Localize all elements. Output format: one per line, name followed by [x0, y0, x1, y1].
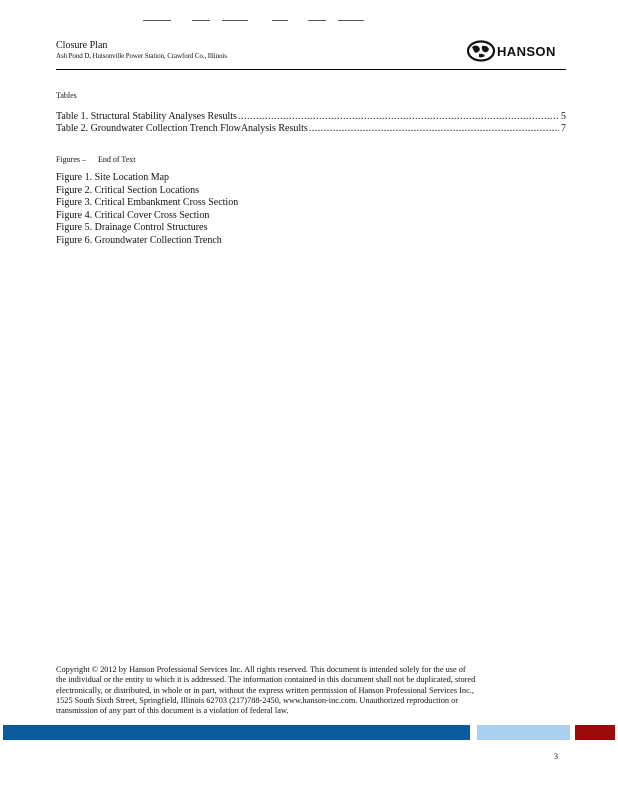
globe-logo-icon: [466, 40, 496, 62]
copyright-line: transmission of any part of this document is a violation of federal law.: [56, 706, 289, 716]
logo-text: HANSON: [497, 43, 556, 59]
copyright-line: Copyright © 2012 by Hanson Professional Services Inc. All rights reserved. This document is intended solely for the use of: [56, 665, 466, 674]
figure-list-item[interactable]: Figure 3. Critical Embankment Cross Section: [56, 197, 239, 209]
document-subtitle: Ash Pond D, Hutsonville Power Station, Crawford Co., Illinois: [56, 52, 227, 60]
page-number: 3: [554, 752, 558, 761]
top-rule-marks: [0, 20, 618, 28]
figure-list-item[interactable]: Figure 5. Drainage Control Structures: [56, 222, 208, 234]
copyright-notice: [56, 665, 556, 716]
toc-entry-text: Table 1. Structural Stability Analyses Results: [56, 111, 237, 122]
footer-bar-blue: [3, 725, 470, 740]
figure-list: [56, 172, 238, 248]
document-title: Closure Plan: [56, 40, 108, 51]
toc-table-row[interactable]: [56, 111, 566, 123]
dot-leader: [309, 123, 559, 135]
footer-bar-light-blue: [477, 725, 570, 740]
figure-list-item[interactable]: Figure 6. Groundwater Collection Trench: [56, 234, 222, 246]
hanson-logo: [466, 40, 556, 62]
figure-list-item[interactable]: Figure 2. Critical Section Locations: [56, 184, 200, 196]
figures-label: Figures –: [56, 155, 86, 164]
figures-label-suffix: End of Text: [98, 155, 136, 164]
copyright-line: 1525 South Sixth Street, Springfield, Illinois 62703 (217)788-2450, www.hanson-inc.com. Unauthorized reproduction or: [56, 695, 459, 705]
figure-list-item[interactable]: Figure 4. Critical Cover Cross Section: [56, 209, 210, 221]
toc-entry-text: Table 2. Groundwater Collection Trench FlowAnalysis Results: [56, 123, 308, 134]
header-divider: [56, 69, 566, 70]
copyright-line: electronically, or distributed, in whole or in part, without the express written permission of Hanson Professional Services Inc.,: [56, 685, 474, 695]
figures-heading: [56, 155, 136, 164]
dot-leader: [238, 111, 559, 123]
footer-bar-red: [575, 725, 615, 740]
copyright-line: the individual or the entity to which it is addressed. The information contained in this document shall not be duplicated, stored: [56, 675, 476, 685]
toc-page-number: 5: [561, 111, 566, 122]
toc-page-number: 7: [561, 123, 566, 134]
toc-table-row[interactable]: [56, 123, 566, 135]
tables-heading: Tables: [56, 91, 77, 100]
figure-list-item[interactable]: Figure 1. Site Location Map: [56, 172, 170, 183]
